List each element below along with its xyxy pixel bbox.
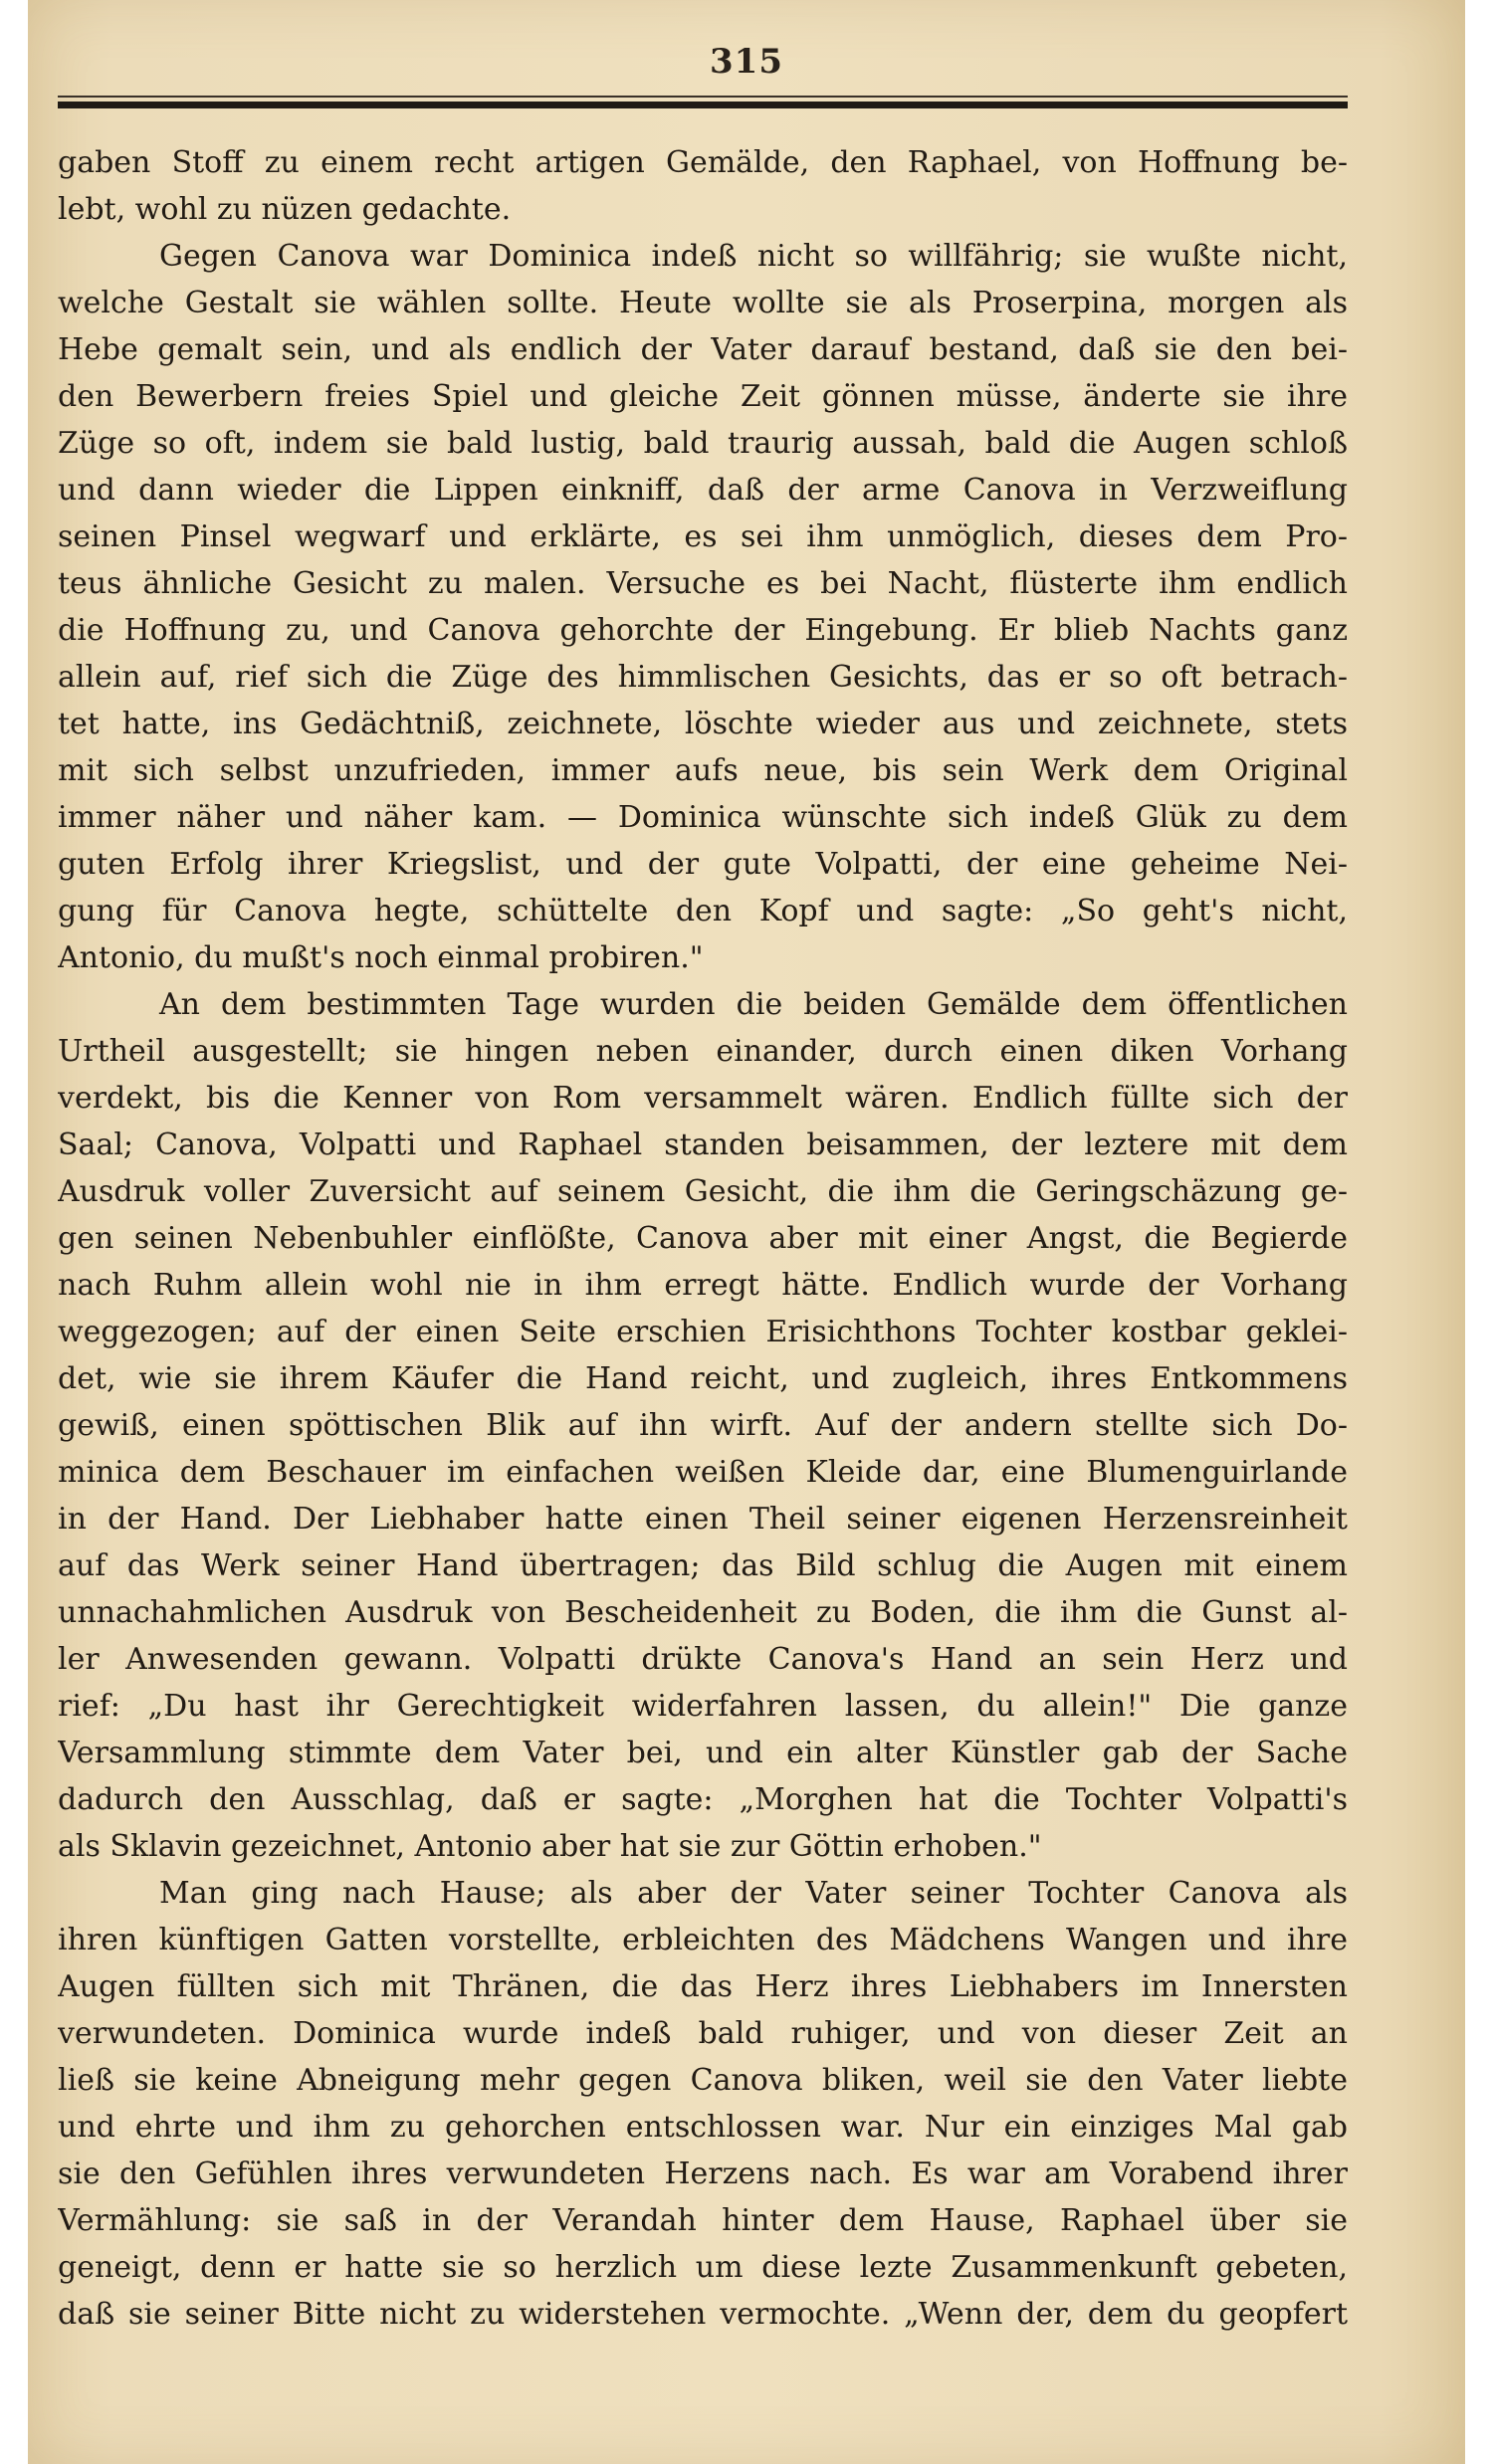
- text-line: Gegen Canova war Dominica indeß nicht so willfährig; sie wußte nicht,: [159, 239, 1348, 274]
- text-line: weggezogen; auf der einen Seite erschien Erisichthons Tochter kostbar geklei-: [58, 1315, 1348, 1349]
- text-line: dadurch den Ausschlag, daß er sagte: „Morghen hat die Tochter Volpatti's: [58, 1782, 1348, 1817]
- text-line: Versammlung stimmte dem Vater bei, und ein alter Künstler gab der Sache: [58, 1736, 1348, 1770]
- text-line: daß sie seiner Bitte nicht zu widerstehen vermochte. „Wenn der, dem du geopfert: [58, 2297, 1348, 2332]
- text-line: die Hoffnung zu, und Canova gehorchte der Eingebung. Er blieb Nachts ganz: [58, 613, 1348, 648]
- text-line: und dann wieder die Lippen einkniff, daß der arme Canova in Verzweiflung: [58, 473, 1348, 508]
- text-line: rief: „Du hast ihr Gerechtigkeit widerfahren lassen, du allein!" Die ganze: [58, 1689, 1348, 1724]
- text-line: An dem bestimmten Tage wurden die beiden Gemälde dem öffentlichen: [159, 987, 1348, 1022]
- text-line: unnachahmlichen Ausdruk von Bescheidenheit zu Boden, die ihm die Gunst al-: [58, 1595, 1348, 1630]
- text-line: geneigt, denn er hatte sie so herzlich um diese lezte Zusammenkunft gebeten,: [58, 2250, 1348, 2285]
- text-line: Hebe gemalt sein, und als endlich der Vater darauf bestand, daß sie den bei-: [58, 332, 1348, 367]
- text-line: tet hatte, ins Gedächtniß, zeichnete, löschte wieder aus und zeichnete, stets: [58, 707, 1348, 741]
- body-text: [58, 139, 1348, 2338]
- text-line: gaben Stoff zu einem recht artigen Gemälde, den Raphael, von Hoffnung be-: [58, 145, 1348, 180]
- text-line: ler Anwesenden gewann. Volpatti drükte Canova's Hand an sein Herz und: [58, 1642, 1348, 1677]
- text-line: verwundeten. Dominica wurde indeß bald ruhiger, und von dieser Zeit an: [58, 2016, 1348, 2051]
- text-line: und ehrte und ihm zu gehorchen entschlossen war. Nur ein einziges Mal gab: [58, 2110, 1348, 2145]
- text-line: gewiß, einen spöttischen Blik auf ihn wirft. Auf der andern stellte sich Do-: [58, 1408, 1348, 1443]
- text-line: ihren künftigen Gatten vorstellte, erbleichten des Mädchens Wangen und ihre: [58, 1923, 1348, 1957]
- text-line: Urtheil ausgestellt; sie hingen neben einander, durch einen diken Vorhang: [58, 1034, 1348, 1069]
- text-line: verdekt, bis die Kenner von Rom versammelt wären. Endlich füllte sich der: [58, 1081, 1348, 1116]
- text-line: gung für Canova hegte, schüttelte den Kopf und sagte: „So geht's nicht,: [58, 894, 1348, 928]
- text-line: Antonio, du mußt's noch einmal probiren.": [58, 940, 704, 975]
- text-line: auf das Werk seiner Hand übertragen; das Bild schlug die Augen mit einem: [58, 1548, 1348, 1583]
- text-line: Man ging nach Hause; als aber der Vater seiner Tochter Canova als: [159, 1876, 1348, 1911]
- text-line: gen seinen Nebenbuhler einflößte, Canova aber mit einer Angst, die Begierde: [58, 1221, 1348, 1256]
- text-line: in der Hand. Der Liebhaber hatte einen Theil seiner eigenen Herzensreinheit: [58, 1502, 1348, 1537]
- text-line: sie den Gefühlen ihres verwundeten Herzens nach. Es war am Vorabend ihrer: [58, 2156, 1348, 2191]
- text-line: lebt, wohl zu nüzen gedachte.: [58, 192, 512, 227]
- text-line: ließ sie keine Abneigung mehr gegen Canova bliken, weil sie den Vater liebte: [58, 2063, 1348, 2098]
- text-line: det, wie sie ihrem Käufer die Hand reicht, und zugleich, ihres Entkommens: [58, 1361, 1348, 1396]
- text-line: guten Erfolg ihrer Kriegslist, und der gute Volpatti, der eine geheime Nei-: [58, 847, 1348, 882]
- text-line: den Bewerbern freies Spiel und gleiche Zeit gönnen müsse, änderte sie ihre: [58, 379, 1348, 414]
- text-line: minica dem Beschauer im einfachen weißen Kleide dar, eine Blumenguirlande: [58, 1455, 1348, 1490]
- text-line: mit sich selbst unzufrieden, immer aufs neue, bis sein Werk dem Original: [58, 753, 1348, 788]
- text-line: Ausdruk voller Zuversicht auf seinem Gesicht, die ihm die Geringschäzung ge-: [58, 1174, 1348, 1209]
- text-line: nach Ruhm allein wohl nie in ihm erregt hätte. Endlich wurde der Vorhang: [58, 1268, 1348, 1303]
- text-line: Züge so oft, indem sie bald lustig, bald traurig aussah, bald die Augen schloß: [58, 426, 1348, 461]
- header-rule-thin: [58, 96, 1348, 98]
- text-line: immer näher und näher kam. — Dominica wünschte sich indeß Glük zu dem: [58, 800, 1348, 835]
- text-line: welche Gestalt sie wählen sollte. Heute wollte sie als Proserpina, morgen als: [58, 286, 1348, 320]
- text-line: Augen füllten sich mit Thränen, die das Herz ihres Liebhabers im Innersten: [58, 1969, 1348, 2004]
- text-line: seinen Pinsel wegwarf und erklärte, es sei ihm unmöglich, dieses dem Pro-: [58, 519, 1348, 554]
- page-number: 315: [710, 42, 783, 82]
- text-line: Vermählung: sie saß in der Verandah hinter dem Hause, Raphael über sie: [58, 2203, 1348, 2238]
- text-line: als Sklavin gezeichnet, Antonio aber hat sie zur Göttin erhoben.": [58, 1829, 1042, 1864]
- text-line: teus ähnliche Gesicht zu malen. Versuche es bei Nacht, flüsterte ihm endlich: [58, 566, 1348, 601]
- text-line: allein auf, rief sich die Züge des himmlischen Gesichts, das er so oft betrach-: [58, 660, 1348, 695]
- header-rule: [58, 102, 1348, 108]
- text-line: Saal; Canova, Volpatti und Raphael standen beisammen, der leztere mit dem: [58, 1128, 1348, 1162]
